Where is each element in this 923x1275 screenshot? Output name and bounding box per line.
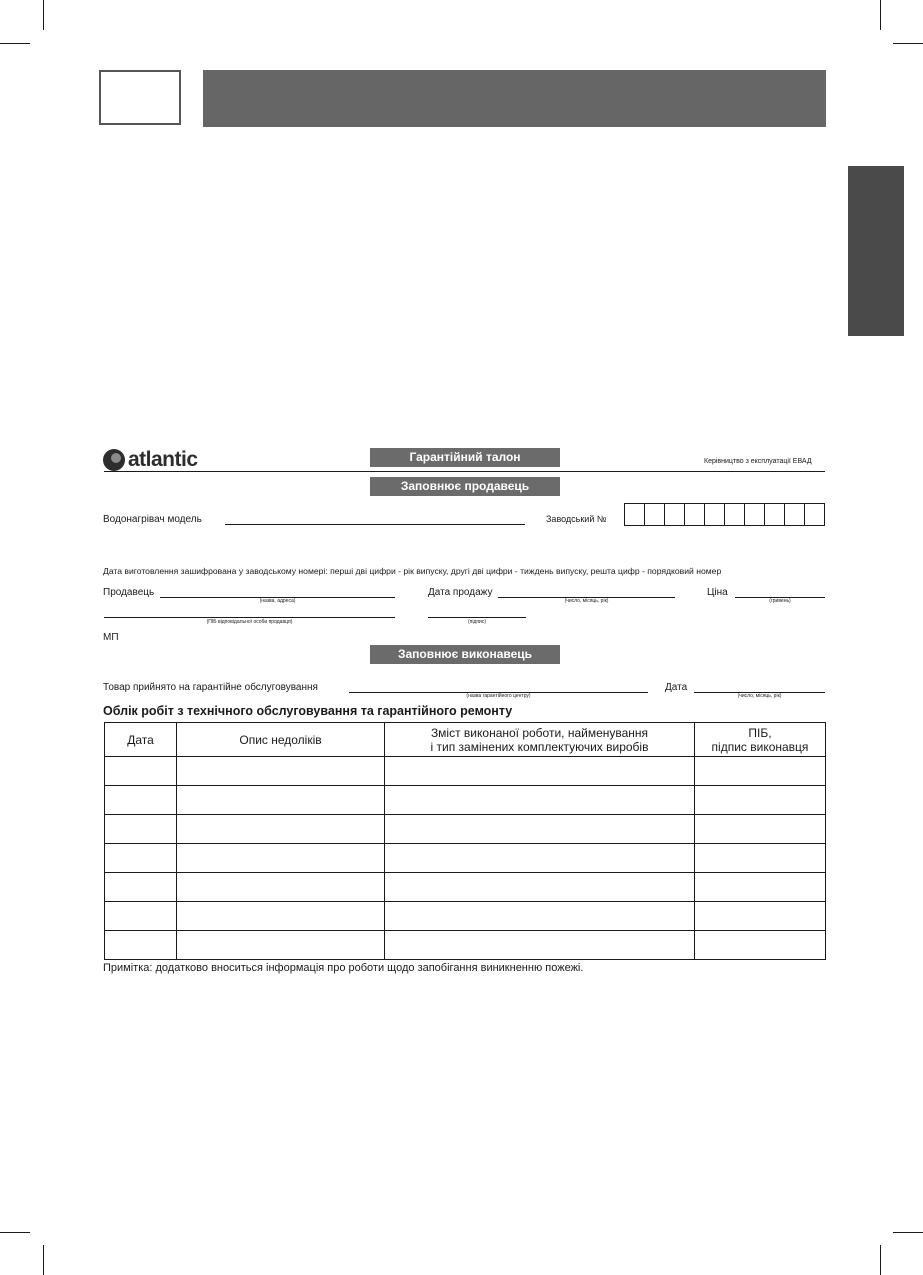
- logo-text: atlantic: [128, 448, 198, 471]
- table-cell[interactable]: [695, 931, 826, 960]
- table-row: [105, 757, 826, 786]
- serial-label: Заводський №: [546, 514, 607, 524]
- table-cell[interactable]: [105, 815, 177, 844]
- table-cell[interactable]: [385, 815, 695, 844]
- table-cell[interactable]: [695, 786, 826, 815]
- table-header-row: [105, 723, 826, 757]
- crop-mark: [893, 1232, 923, 1233]
- service-log-title: Облік робіт з технічного обслуговування та гарантійного ремонту: [103, 704, 513, 718]
- column-header-defects: Опис недоліків: [177, 723, 385, 757]
- divider: [104, 471, 825, 472]
- crop-mark: [43, 0, 44, 30]
- table-row: [105, 786, 826, 815]
- table-cell[interactable]: [695, 844, 826, 873]
- table-cell[interactable]: [177, 902, 385, 931]
- crop-mark: [43, 1245, 44, 1275]
- column-header-person: ПІБ, підпис виконавця: [695, 723, 826, 757]
- seller-hint: (назва, адреса): [259, 598, 296, 604]
- table-cell[interactable]: [105, 786, 177, 815]
- table-cell[interactable]: [385, 931, 695, 960]
- table-cell[interactable]: [385, 844, 695, 873]
- page-number-box: [99, 70, 181, 125]
- accepted-label: Товар прийнято на гарантійне обслуговування: [103, 682, 318, 693]
- header-bar: [203, 70, 826, 127]
- executor-date-hint: (число, місяць, рік): [737, 693, 782, 699]
- serial-cell[interactable]: [705, 504, 725, 525]
- table-cell[interactable]: [385, 757, 695, 786]
- table-cell[interactable]: [695, 757, 826, 786]
- manufacture-date-note: Дата виготовлення зашифрована у заводському номері: перші дві цифри - рік випуску, другі дві цифри - тиждень випуску, решта цифр - порядковий номер: [103, 566, 722, 576]
- stamp-label: МП: [103, 632, 119, 643]
- executor-date-label: Дата: [665, 682, 688, 693]
- person-hint: (ПІБ відповідальної особи продавця): [206, 619, 293, 625]
- table-cell[interactable]: [177, 931, 385, 960]
- table-cell[interactable]: [105, 757, 177, 786]
- sale-date-label: Дата продажу: [428, 587, 493, 598]
- seller-section-title: Заповнює продавець: [370, 477, 560, 496]
- serial-number-cells[interactable]: [624, 503, 825, 526]
- sale-date-hint: (число, місяць, рік): [564, 598, 609, 604]
- table-cell[interactable]: [177, 757, 385, 786]
- logo-icon: [103, 449, 125, 471]
- serial-cell[interactable]: [745, 504, 765, 525]
- column-header-work: Зміст виконаної роботи, найменування і тип замінених комплектуючих виробів: [385, 723, 695, 757]
- table-cell[interactable]: [695, 815, 826, 844]
- serial-cell[interactable]: [725, 504, 745, 525]
- brand-logo: [103, 447, 198, 473]
- service-log-table: [104, 722, 826, 960]
- table-row: [105, 931, 826, 960]
- table-row: [105, 844, 826, 873]
- table-row: [105, 815, 826, 844]
- table-cell[interactable]: [105, 873, 177, 902]
- seller-label: Продавець: [103, 587, 155, 598]
- price-label: Ціна: [707, 587, 728, 598]
- crop-mark: [0, 1232, 30, 1233]
- table-cell[interactable]: [105, 844, 177, 873]
- crop-mark: [880, 0, 881, 30]
- table-cell[interactable]: [385, 902, 695, 931]
- table-cell[interactable]: [177, 786, 385, 815]
- table-cell[interactable]: [177, 873, 385, 902]
- table-cell[interactable]: [695, 902, 826, 931]
- model-input-line[interactable]: [225, 524, 525, 525]
- signature-hint: (підпис): [467, 619, 487, 625]
- table-cell[interactable]: [385, 873, 695, 902]
- person-input-line[interactable]: [104, 617, 395, 618]
- table-row: [105, 873, 826, 902]
- model-label: Водонагрівач модель: [103, 514, 202, 525]
- serial-cell[interactable]: [785, 504, 805, 525]
- language-tab: [848, 166, 904, 336]
- table-cell[interactable]: [385, 786, 695, 815]
- footer-note: Примітка: додатково вноситься інформація про роботи щодо запобігання виникненню пожежі.: [103, 962, 584, 974]
- serial-cell[interactable]: [765, 504, 785, 525]
- serial-cell[interactable]: [805, 504, 824, 525]
- table-cell[interactable]: [105, 902, 177, 931]
- service-center-hint: (назва гарантійного центру): [466, 693, 531, 699]
- crop-mark: [893, 43, 923, 44]
- price-hint: (гривень): [769, 598, 791, 604]
- guarantee-title: Гарантійний талон: [370, 448, 560, 467]
- serial-cell[interactable]: [625, 504, 645, 525]
- serial-cell[interactable]: [645, 504, 665, 525]
- column-header-date: Дата: [105, 723, 177, 757]
- manual-ref: Керівництво з експлуатації ЕВАД: [704, 458, 812, 465]
- table-cell[interactable]: [105, 931, 177, 960]
- table-cell[interactable]: [695, 873, 826, 902]
- table-cell[interactable]: [177, 815, 385, 844]
- crop-mark: [880, 1245, 881, 1275]
- serial-cell[interactable]: [685, 504, 705, 525]
- table-row: [105, 902, 826, 931]
- executor-section-title: Заповнює виконавець: [370, 645, 560, 664]
- signature-input-line[interactable]: [428, 617, 526, 618]
- crop-mark: [0, 43, 30, 44]
- serial-cell[interactable]: [665, 504, 685, 525]
- table-cell[interactable]: [177, 844, 385, 873]
